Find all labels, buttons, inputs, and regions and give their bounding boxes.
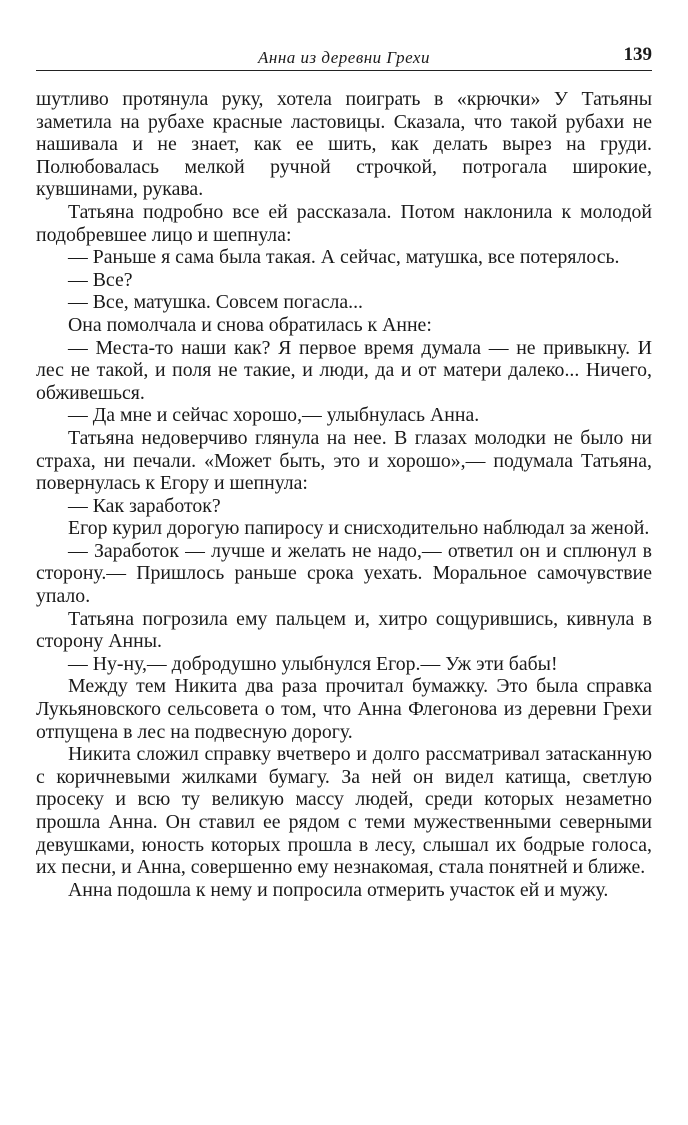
dialogue-line: — Все? [68,268,133,291]
page-body [36,88,652,901]
dialogue-line: — Да мне и сейчас хорошо,— улыбнулась Анна. [68,404,480,427]
dialogue-line: — Как заработок? [68,494,221,517]
paragraph: Татьяна подробно все ей рассказала. Потом наклонила к молодой подобревшее лицо и шепнула: [36,200,652,246]
dialogue-line: — Раньше я сама была такая. А сейчас, матушка, все потерялось. [68,246,620,269]
paragraph: Анна подошла к нему и попросила отмерить участок ей и мужу. [68,878,609,901]
paragraph: шутливо протянула руку, хотела поиграть в «крючки» У Татьяны заметила на рубахе красные ластовицы. Сказала, что такой рубахи не нашивала и не знает, как ее шить, как делать вырез на груди. Полюбовалась мелкой ручной строчкой, потрогала широкие, кувшинами, рукава. [36,88,652,201]
dialogue-line: — Заработок — лучше и желать не надо,— ответил он и сплюнул в сторону.— Пришлось раньше срока уехать. Моральное самочувствие упало. [36,539,652,608]
paragraph: Татьяна недоверчиво глянула на нее. В глазах молодки не было ни страха, ни печали. «Может быть, это и хорошо»,— подумала Татьяна, повернулась к Егору и шепнула: [36,426,652,495]
paragraph: Егор курил дорогую папиросу и снисходительно наблюдал за женой. [68,517,650,540]
dialogue-line: — Ну-ну,— добродушно улыбнулся Егор.— Уж эти бабы! [68,652,558,675]
paragraph: Татьяна погрозила ему пальцем и, хитро сощурившись, кивнула в сторону Анны. [36,607,652,653]
dialogue-line: — Все, матушка. Совсем погасла... [68,291,363,314]
paragraph: Она помолчала и снова обратилась к Анне: [68,313,432,336]
page-header [36,44,652,71]
running-title: Анна из деревни Грехи [258,48,430,67]
paragraph: Никита сложил справку вчетверо и долго рассматривал затасканную с коричневыми жилками бумагу. За ней он видел катища, светлую просеку и всю ту великую массу людей, среди которых незаметно прошла Анна. Он ставил ее рядом с теми мужественными северными девушками, юность которых прошла в лесу, слышал их бодрые голоса, их песни, и Анна, совершенно ему незнакомая, стала понятней и ближе. [36,743,652,879]
page-number: 139 [623,44,652,65]
paragraph: Между тем Никита два раза прочитал бумажку. Это была справка Лукьяновского сельсовета о том, что Анна Флегонова из деревни Грехи отпущена в лес на подвесную дорогу. [36,675,652,743]
dialogue-line: — Места-то наши как? Я первое время думала — не привыкну. И лес не такой, и поля не такие, и люди, да и от матери далеко... Ничего, обживешься. [36,336,652,404]
